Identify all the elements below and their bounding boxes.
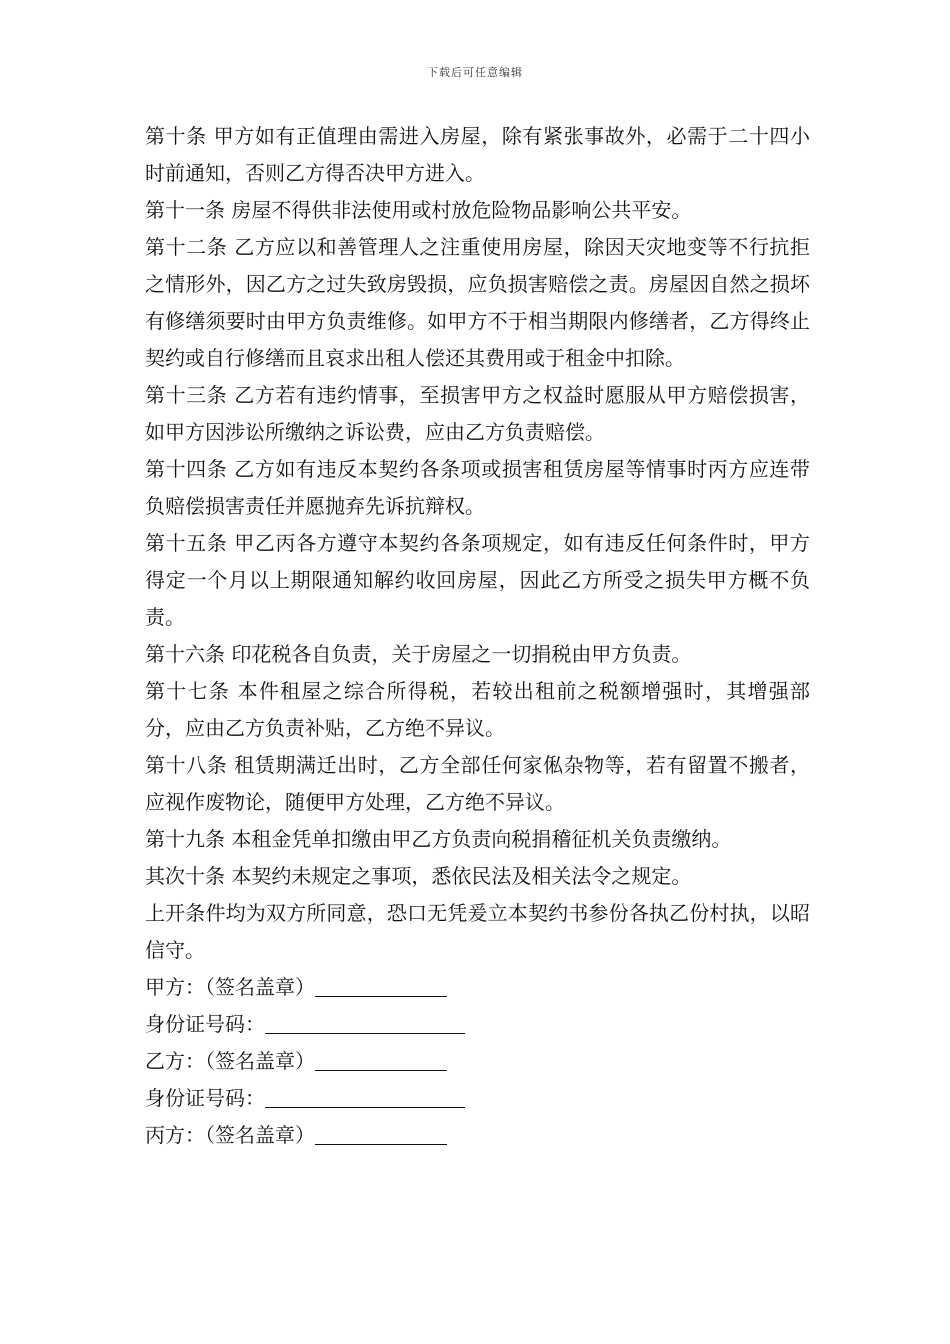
signature-party-c <box>145 1117 810 1154</box>
signature-party-b <box>145 1043 810 1080</box>
contract-body <box>145 118 810 1154</box>
id-number-party-b <box>145 1080 810 1117</box>
page-header: 下载后可任意编辑 <box>427 66 523 79</box>
signature-party-c-blank[interactable] <box>315 1122 447 1145</box>
signature-party-c-label: 丙方：（签名盖章） <box>145 1123 315 1147</box>
article-14: 第十四条 乙方如有违反本契约各条项或损害租赁房屋等情事时丙方应连带负赔偿损害责任并愿抛弃先诉抗辩权。 <box>145 457 810 518</box>
closing-statement: 上开条件均为双方所同意，恐口无凭爰立本契约书参份各执乙份村执，以昭信守。 <box>145 901 810 962</box>
signature-party-a-label: 甲方：（签名盖章） <box>145 975 315 999</box>
article-20: 其次十条 本契约未规定之事项，悉依民法及相关法令之规定。 <box>145 864 692 888</box>
id-number-party-a-label: 身份证号码： <box>145 1012 265 1036</box>
article-18: 第十八条 租赁期满迁出时，乙方全部任何家俬杂物等，若有留置不搬者，应视作废物论，随便甲方处理，乙方绝不异议。 <box>145 753 810 814</box>
article-11: 第十一条 房屋不得供非法使用或村放危险物品影响公共平安。 <box>145 198 692 222</box>
signature-party-b-label: 乙方：（签名盖章） <box>145 1049 315 1073</box>
signature-party-a-blank[interactable] <box>315 974 447 997</box>
signature-party-b-blank[interactable] <box>315 1048 447 1071</box>
article-13: 第十三条 乙方若有违约情事，至损害甲方之权益时愿服从甲方赔偿损害，如甲方因涉讼所缴纳之诉讼费，应由乙方负责赔偿。 <box>145 383 810 444</box>
id-number-party-a-blank[interactable] <box>265 1011 465 1034</box>
article-15: 第十五条 甲乙丙各方遵守本契约各条项规定，如有违反任何条件时，甲方得定一个月以上期限通知解约收回房屋，因此乙方所受之损失甲方概不负责。 <box>145 531 810 629</box>
article-19: 第十九条 本租金凭单扣缴由甲乙方负责向税捐稽征机关负责缴纳。 <box>145 827 732 851</box>
article-16: 第十六条 印花税各自负责，关于房屋之一切捐税由甲方负责。 <box>145 642 692 666</box>
id-number-party-b-blank[interactable] <box>265 1085 465 1108</box>
article-10: 第十条 甲方如有正值理由需进入房屋，除有紧张事故外，必需于二十四小时前通知，否则乙方得否决甲方进入。 <box>145 124 810 185</box>
id-number-party-b-label: 身份证号码： <box>145 1086 265 1110</box>
article-17: 第十七条 本件租屋之综合所得税，若较出租前之税额增强时，其增强部分，应由乙方负责补贴，乙方绝不异议。 <box>145 679 810 740</box>
article-12: 第十二条 乙方应以和善管理人之注重使用房屋，除因天灾地变等不行抗拒之情形外，因乙方之过失致房毁损，应负损害赔偿之责。房屋因自然之损坏有修缮须要时由甲方负责维修。如甲方不于相当期限内修缮者，乙方得终止契约或自行修缮而且哀求出租人偿还其费用或于租金中扣除。 <box>145 235 810 370</box>
signature-party-a <box>145 969 810 1006</box>
id-number-party-a <box>145 1006 810 1043</box>
